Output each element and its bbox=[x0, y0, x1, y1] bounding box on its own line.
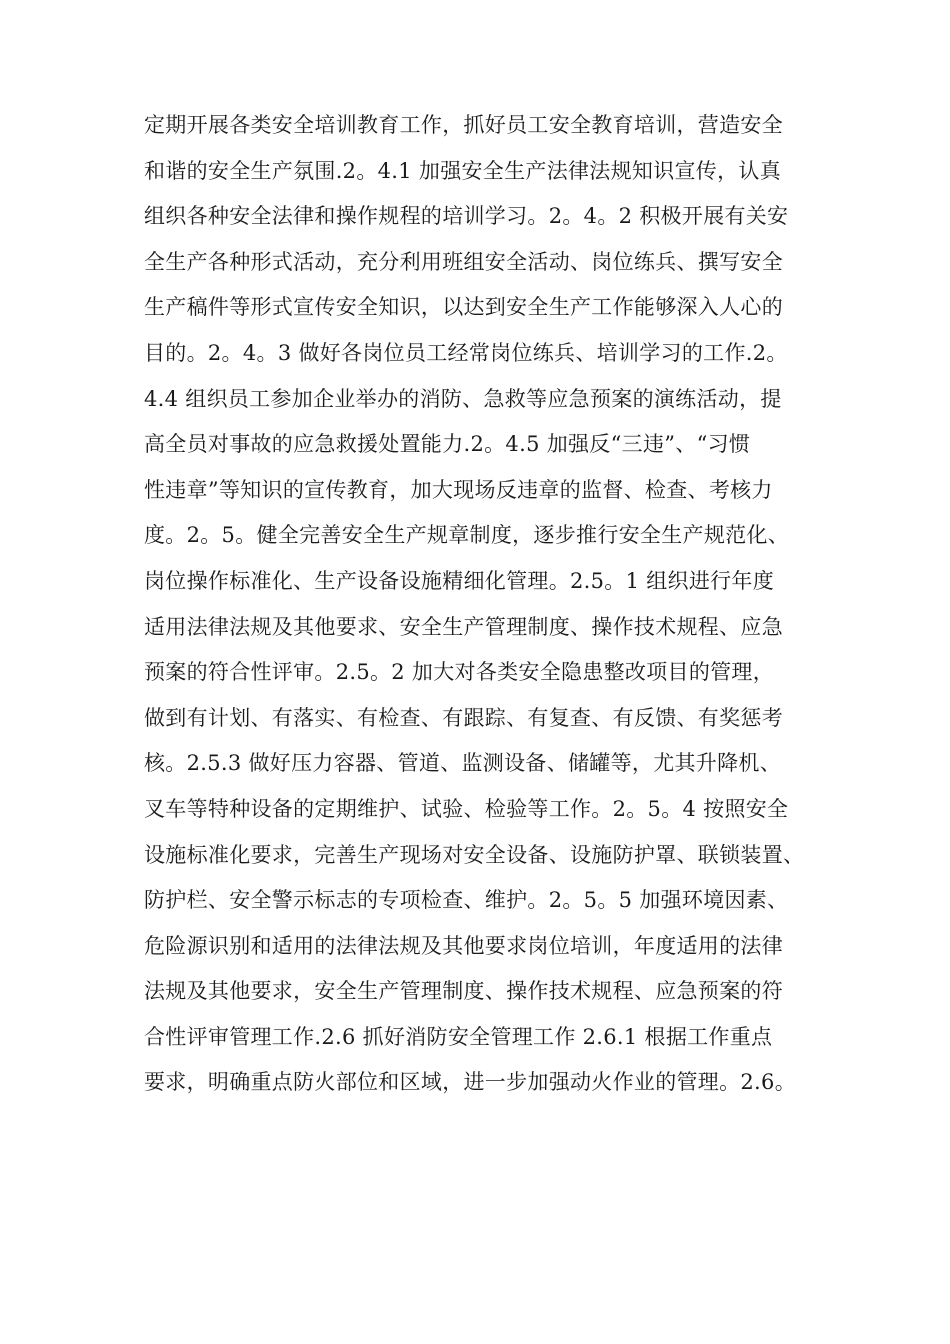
text-line: 适用法律法规及其他要求、安全生产管理制度、操作技术规程、应急 bbox=[144, 614, 783, 639]
text-line: 4.4 组织员工参加企业举办的消防、急救等应急预案的演练活动，提 bbox=[144, 386, 782, 411]
text-line: 定期开展各类安全培训教育工作，抓好员工安全教育培训，营造安全 bbox=[144, 113, 783, 137]
body-text bbox=[144, 103, 824, 1106]
text-line: 度。2。5。健全完善安全生产规章制度，逐步推行安全生产规范化、 bbox=[144, 523, 790, 548]
text-line: 叉车等特种设备的定期维护、试验、检验等工作。2。5。4 按照安全 bbox=[144, 796, 789, 821]
text-line: 高全员对事故的应急救援处置能力.2。4.5 加强反“三违”、“习惯 bbox=[144, 432, 751, 457]
text-line: 全生产各种形式活动，充分利用班组安全活动、岗位练兵、撰写安全 bbox=[144, 249, 783, 274]
text-line: 法规及其他要求，安全生产管理制度、操作技术规程、应急预案的符 bbox=[144, 979, 783, 1004]
text-line: 目的。2。4。3 做好各岗位员工经常岗位练兵、培训学习的工作.2。 bbox=[144, 340, 788, 365]
text-line: 合性评审管理工作.2.6 抓好消防安全管理工作 2.6.1 根据工作重点 bbox=[144, 1024, 773, 1049]
text-line: 组织各种安全法律和操作规程的培训学习。2。4。2 积极开展有关安 bbox=[144, 204, 789, 229]
text-line: 生产稿件等形式宣传安全知识，以达到安全生产工作能够深入人心的 bbox=[144, 295, 783, 320]
text-line: 做到有计划、有落实、有检查、有跟踪、有复查、有反馈、有奖惩考 bbox=[144, 705, 783, 730]
text-line: 和谐的安全生产氛围.2。4.1 加强安全生产法律法规知识宣传，认真 bbox=[144, 158, 782, 183]
text-line: 预案的符合性评审。2.5。2 加大对各类安全隐患整改项目的管理， bbox=[144, 660, 775, 685]
text-line: 防护栏、安全警示标志的专项检查、维护。2。5。5 加强环境因素、 bbox=[144, 888, 789, 913]
text-line: 要求，明确重点防火部位和区域，进一步加强动火作业的管理。2.6。 bbox=[144, 1070, 796, 1095]
text-line: 危险源识别和适用的法律法规及其他要求岗位培训，年度适用的法律 bbox=[144, 933, 783, 958]
text-line: 核。2.5.3 做好压力容器、管道、监测设备、储罐等，尤其升降机、 bbox=[144, 751, 782, 776]
text-line: 岗位操作标准化、生产设备设施精细化管理。2.5。1 组织进行年度 bbox=[144, 568, 775, 593]
text-line: 性违章”等知识的宣传教育，加大现场反违章的监督、检查、考核力 bbox=[144, 477, 773, 502]
text-line: 设施标准化要求，完善生产现场对安全设备、设施防护罩、联锁装置、 bbox=[144, 842, 805, 867]
